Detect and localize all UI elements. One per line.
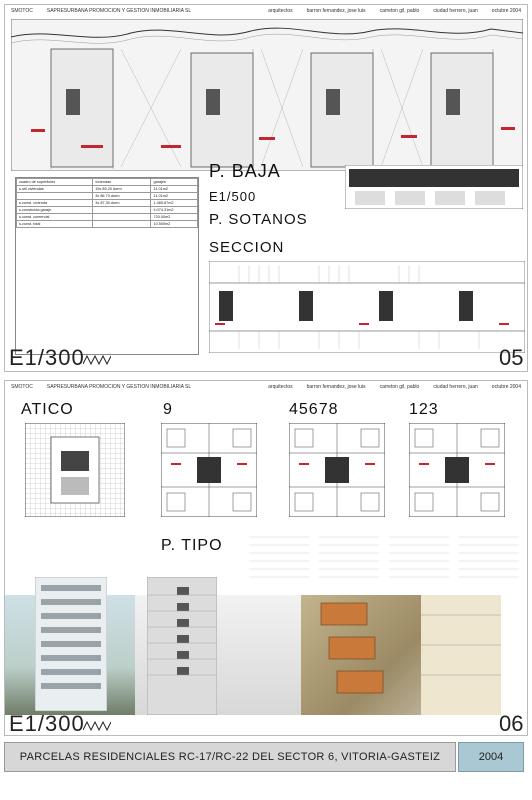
sheet-06	[4, 380, 528, 736]
table-cell: s.util viviendas	[17, 186, 93, 193]
basement-plan	[209, 261, 525, 353]
architect-1: barron fernandez, jose luis	[306, 8, 366, 14]
table-cell: viviendas	[93, 179, 151, 186]
table-cell: 1.465.87m2	[151, 200, 198, 207]
surface-table	[15, 177, 199, 355]
title-planta-baja: P. BAJA	[209, 161, 281, 181]
table-cell: 11.01m2	[151, 186, 198, 193]
table-cell: 3x 86,70 dorm	[93, 193, 151, 200]
table-cell: s.const. total	[17, 221, 93, 228]
table-cell: s.const. vivienda	[17, 200, 93, 207]
table-cell: s.construida garaje	[17, 207, 93, 214]
page-number-06: 06	[499, 711, 524, 736]
title-planta-9: 9	[163, 401, 173, 418]
plan-atico	[25, 423, 125, 517]
table-cell: 15x 89,20 dorm	[93, 186, 151, 193]
scale-bar-05	[83, 355, 111, 365]
table-cell	[93, 214, 151, 221]
project-name: PARCELAS RESIDENCIALES RC-17/RC-22 DEL SECTOR 6, VITORIA-GASTEIZ	[4, 742, 456, 772]
role-label: arquitectos	[268, 384, 293, 390]
sheet-05	[4, 4, 528, 372]
ground-floor-plan	[11, 19, 523, 171]
area-tables	[249, 529, 525, 593]
client-name: SAPRESURBANA PROMOCION Y GESTION INMOBILIARIA SL	[46, 384, 192, 390]
title-planta-123: 123	[409, 401, 439, 418]
studio-name: SMOTOC	[11, 384, 33, 390]
table-row	[17, 179, 198, 186]
table-cell: s.const. comercial	[17, 214, 93, 221]
table-cell: 4.074.31m2	[151, 207, 198, 214]
table-cell	[93, 207, 151, 214]
project-footer	[4, 742, 524, 772]
table-cell	[17, 193, 93, 200]
section-drawing	[345, 165, 523, 209]
project-year: 2004	[458, 742, 524, 772]
sheet-date: octubre 2004	[491, 8, 521, 14]
role-label: arquitectos	[268, 8, 293, 14]
table-cell: garajes	[151, 179, 198, 186]
client-name: SAPRESURBANA PROMOCION Y GESTION INMOBILIARIA SL	[46, 8, 192, 14]
table-row	[17, 193, 198, 200]
render-building-2	[147, 577, 217, 715]
scale-label-05: E1/300	[9, 345, 85, 370]
title-scale-small: E1/500	[209, 189, 257, 204]
architect-2: carreton gil, pablo	[379, 384, 420, 390]
architect-1: barron fernandez, jose luis	[306, 384, 366, 390]
table-row	[17, 214, 198, 221]
plan-45678	[289, 423, 385, 517]
title-sotanos: P. SOTANOS	[209, 211, 308, 228]
table-cell: cuadro de superficies	[17, 179, 93, 186]
studio-name: SMOTOC	[11, 8, 33, 14]
table-cell	[93, 221, 151, 228]
sheet-date: octubre 2004	[491, 384, 521, 390]
title-planta-45678: 45678	[289, 401, 339, 418]
table-row	[17, 186, 198, 193]
scale-bar-06	[83, 721, 111, 731]
architect-2: carreton gil, pablo	[379, 8, 420, 14]
sheet-header	[11, 384, 521, 394]
plan-9	[161, 423, 257, 517]
table-cell: 720.00m2	[151, 214, 198, 221]
table-cell: 3x 87,30 dorm	[93, 200, 151, 207]
architect-3: ciudad herrero, juan	[433, 8, 478, 14]
plan-123	[409, 423, 505, 517]
render-balconies	[301, 595, 501, 715]
table-row	[17, 200, 198, 207]
render-building-1	[35, 577, 107, 711]
title-planta-tipo: P. TIPO	[161, 537, 223, 554]
table-row	[17, 207, 198, 214]
table-row	[17, 221, 198, 228]
table-cell: 10.500m2	[151, 221, 198, 228]
sheet-header	[11, 8, 521, 18]
table-cell: 11.01m2	[151, 193, 198, 200]
architect-3: ciudad herrero, juan	[433, 384, 478, 390]
scale-label-06: E1/300	[9, 711, 85, 736]
title-seccion: SECCION	[209, 239, 285, 256]
title-atico: ATICO	[21, 401, 74, 418]
page-number-05: 05	[499, 345, 524, 370]
